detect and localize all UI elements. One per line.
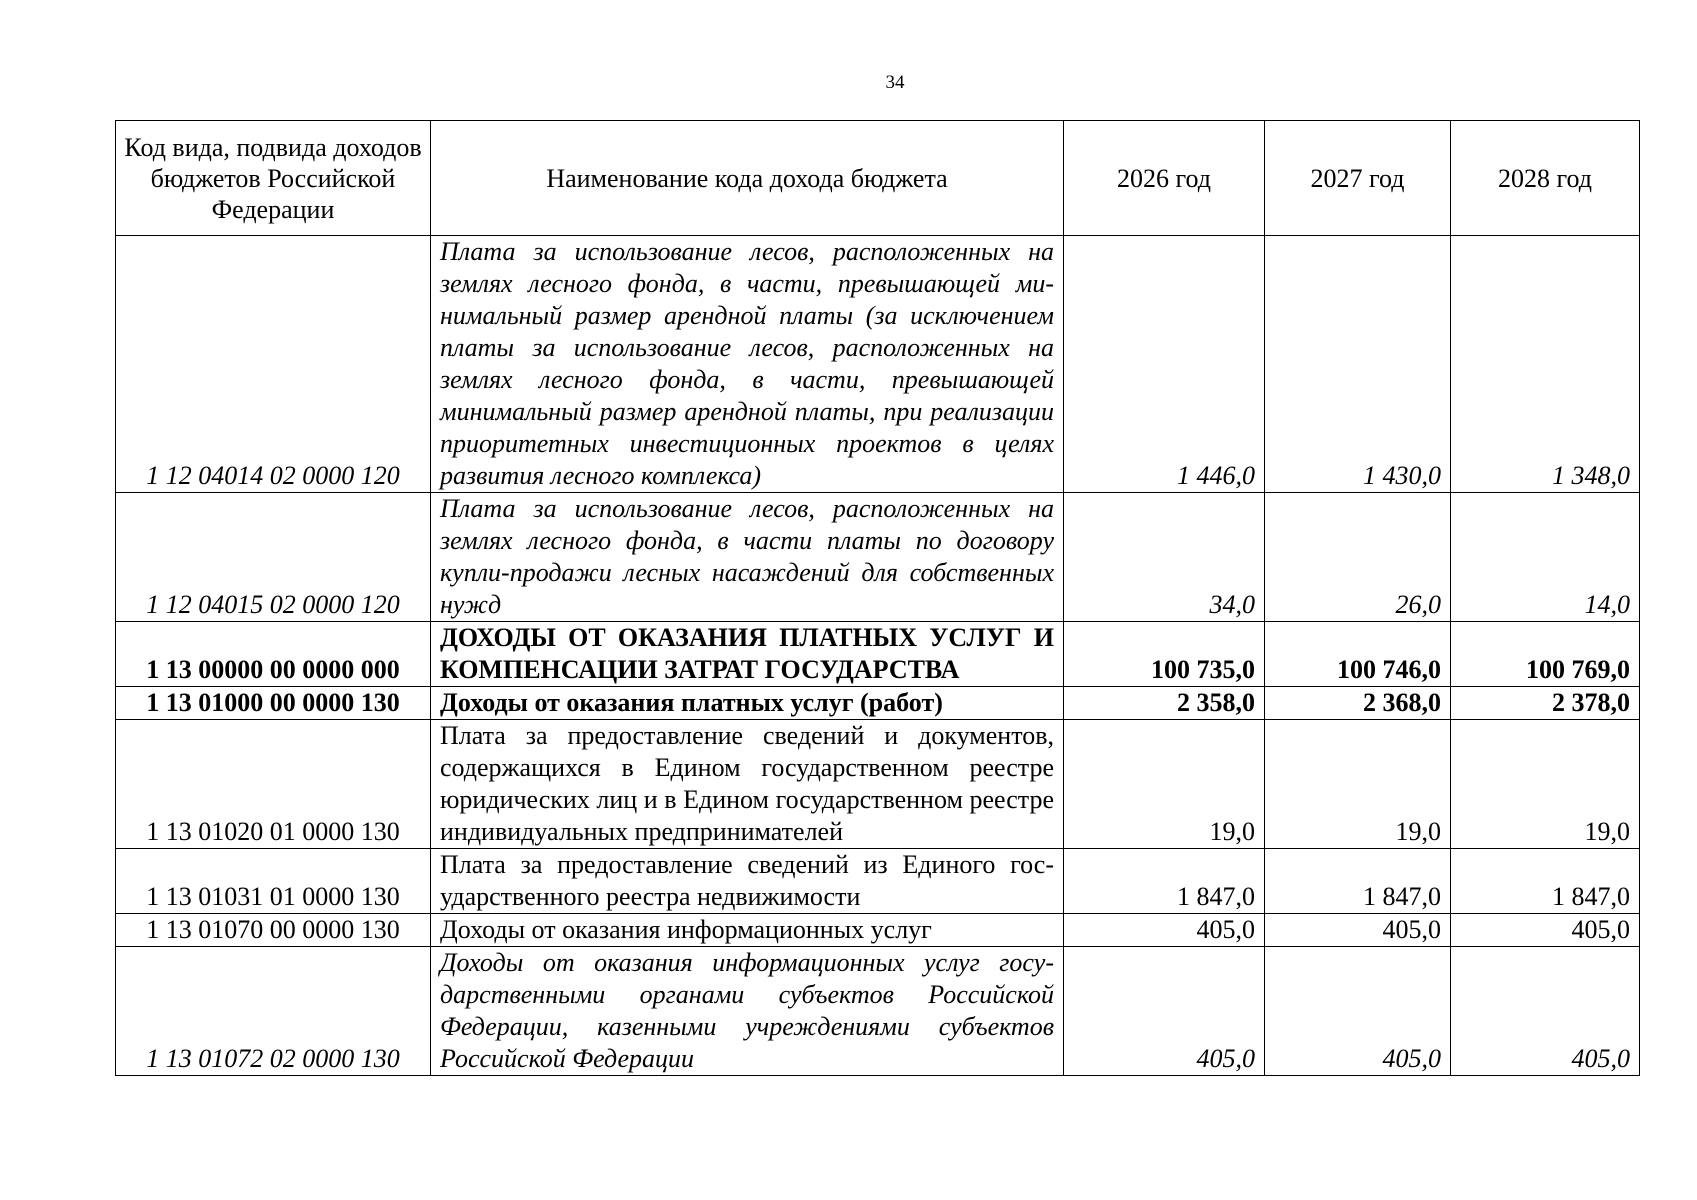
row-value-2028: 1 348,0: [1451, 236, 1640, 493]
row-value-2027: 405,0: [1265, 914, 1451, 947]
table-row: [116, 720, 1640, 849]
header-2027: 2027 год: [1265, 121, 1451, 236]
table-row: [116, 849, 1640, 914]
row-code: 1 12 04014 02 0000 120: [116, 236, 431, 493]
row-value-2026: 405,0: [1064, 947, 1265, 1076]
header-code: Код вида, подвида доходов бюджетов Российской Федерации: [116, 121, 431, 236]
row-code: 1 13 01000 00 0000 130: [116, 687, 431, 720]
table-row: [116, 914, 1640, 947]
row-value-2028: 405,0: [1451, 914, 1640, 947]
row-value-2028: 2 378,0: [1451, 687, 1640, 720]
page-number: 34: [885, 72, 905, 93]
row-name: Доходы от оказания информационных услуг государственными органами субъектов Российской Федерации, казенными учреждениями субъектов Российской Федерации: [431, 947, 1064, 1076]
table-row: [116, 947, 1640, 1076]
row-value-2027: 1 430,0: [1265, 236, 1451, 493]
row-value-2028: 14,0: [1451, 493, 1640, 622]
row-name: ДОХОДЫ ОТ ОКАЗАНИЯ ПЛАТНЫХ УСЛУГ И КОМПЕНСАЦИИ ЗАТРАТ ГОСУДАРСТВА: [431, 622, 1064, 687]
header-2026: 2026 год: [1064, 121, 1265, 236]
row-code: 1 13 01031 01 0000 130: [116, 849, 431, 914]
row-value-2026: 1 446,0: [1064, 236, 1265, 493]
table-row: [116, 622, 1640, 687]
row-value-2027: 100 746,0: [1265, 622, 1451, 687]
row-code: 1 13 01020 01 0000 130: [116, 720, 431, 849]
row-name: Плата за предоставление сведений и документов, содержащихся в Едином государственном реестре юридических лиц и в Едином государственном реестре индивидуальных предпринимателей: [431, 720, 1064, 849]
row-value-2026: 34,0: [1064, 493, 1265, 622]
row-name: Доходы от оказания платных услуг (работ): [431, 687, 1064, 720]
table-row: [116, 236, 1640, 493]
budget-income-table: [115, 120, 1640, 1076]
row-value-2026: 2 358,0: [1064, 687, 1265, 720]
row-code: 1 13 01072 02 0000 130: [116, 947, 431, 1076]
table-header-row: [116, 121, 1640, 236]
row-name: Плата за использование лесов, расположенных на землях лесного фонда, в части платы по договору купли-продажи лесных насаждений для собственных нужд: [431, 493, 1064, 622]
row-value-2027: 26,0: [1265, 493, 1451, 622]
row-code: 1 12 04015 02 0000 120: [116, 493, 431, 622]
header-2028: 2028 год: [1451, 121, 1640, 236]
row-value-2028: 1 847,0: [1451, 849, 1640, 914]
row-value-2028: 405,0: [1451, 947, 1640, 1076]
row-name: Плата за предоставление сведений из Единого государственного реестра недвижимости: [431, 849, 1064, 914]
row-value-2026: 1 847,0: [1064, 849, 1265, 914]
row-code: 1 13 00000 00 0000 000: [116, 622, 431, 687]
row-value-2026: 19,0: [1064, 720, 1265, 849]
row-value-2028: 19,0: [1451, 720, 1640, 849]
row-name: Плата за использование лесов, расположенных на землях лесного фонда, в части, превышающей минимальный размер арендной платы (за исключением платы за использование лесов, расположенных на землях лесного фонда, в части, превышающей минимальный размер арендной платы, при реализации приоритетных инвестиционных проектов в целях развития лесного комплекса): [431, 236, 1064, 493]
row-code: 1 13 01070 00 0000 130: [116, 914, 431, 947]
row-value-2026: 100 735,0: [1064, 622, 1265, 687]
row-value-2028: 100 769,0: [1451, 622, 1640, 687]
table-row: [116, 687, 1640, 720]
row-value-2027: 1 847,0: [1265, 849, 1451, 914]
header-name: Наименование кода дохода бюджета: [431, 121, 1064, 236]
row-name: Доходы от оказания информационных услуг: [431, 914, 1064, 947]
table-row: [116, 493, 1640, 622]
row-value-2026: 405,0: [1064, 914, 1265, 947]
row-value-2027: 405,0: [1265, 947, 1451, 1076]
row-value-2027: 19,0: [1265, 720, 1451, 849]
row-value-2027: 2 368,0: [1265, 687, 1451, 720]
